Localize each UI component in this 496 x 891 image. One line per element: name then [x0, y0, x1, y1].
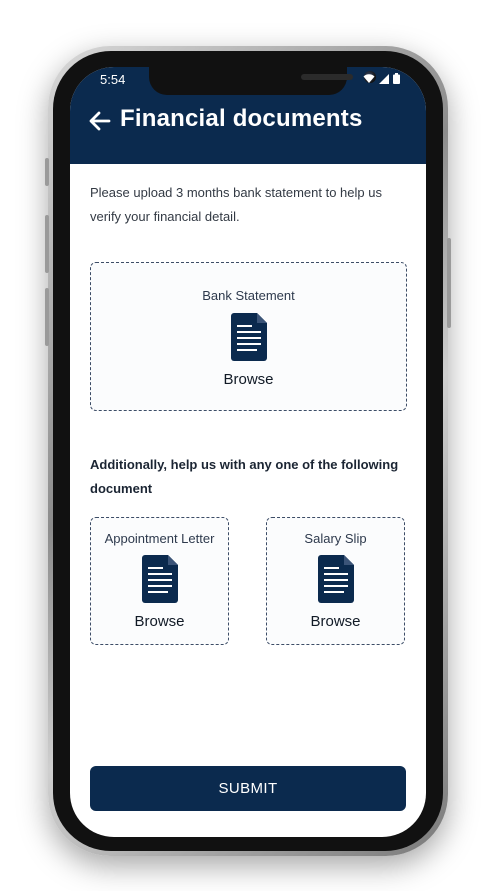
additional-docs-text: Additionally, help us with any one of the following document	[90, 457, 399, 496]
power-button	[447, 238, 451, 328]
document-icon	[318, 555, 354, 603]
signal-icon	[379, 74, 389, 84]
wifi-icon	[363, 74, 375, 84]
intro-text: Please upload 3 months bank statement to help us verify your financial detail.	[90, 185, 382, 224]
page-title: Financial documents	[120, 105, 363, 132]
arrow-left-icon[interactable]	[88, 109, 112, 133]
status-time: 5:54	[100, 72, 126, 87]
upload-label: Bank Statement	[202, 288, 295, 303]
notch	[149, 67, 347, 95]
browse-link[interactable]: Browse	[310, 613, 361, 630]
upload-label: Appointment Letter	[104, 531, 215, 546]
browse-link[interactable]: Browse	[223, 371, 274, 388]
upload-label: Salary Slip	[304, 531, 367, 546]
mute-switch	[45, 158, 49, 186]
browse-link[interactable]: Browse	[134, 613, 185, 630]
speaker-grille	[301, 74, 353, 80]
battery-icon	[393, 73, 400, 84]
document-icon	[231, 313, 267, 361]
bank-statement-upload[interactable]	[90, 262, 407, 411]
app-header	[70, 67, 426, 164]
document-icon	[142, 555, 178, 603]
salary-slip-upload[interactable]	[266, 517, 405, 645]
submit-button[interactable]: SUBMIT	[90, 766, 406, 811]
appointment-letter-upload[interactable]	[90, 517, 229, 645]
volume-up-button	[45, 215, 49, 273]
volume-down-button	[45, 288, 49, 346]
app-screen	[70, 67, 426, 837]
status-icons	[363, 73, 400, 84]
